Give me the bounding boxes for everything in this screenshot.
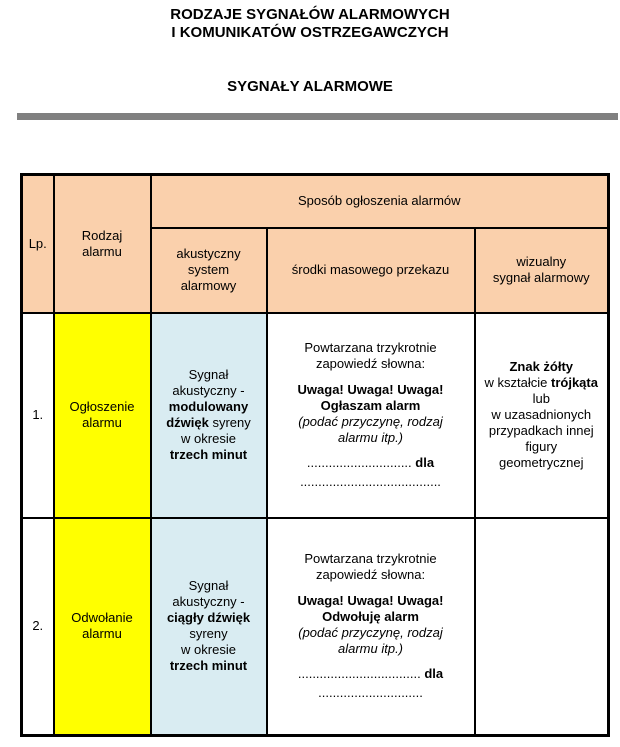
cell-przekaz-2 — [267, 518, 475, 736]
akustyczny-2-line6: trzech minut — [169, 658, 248, 674]
table-row-ogloszenie — [22, 313, 609, 518]
header-rodzaj-alarmu — [54, 175, 151, 313]
przekaz-1-uwaga: Uwaga! Uwaga! Uwaga! — [297, 382, 444, 397]
cell-rodzaj-1 — [54, 313, 151, 518]
przekaz-2-odwoluje: Odwołuję alarm — [322, 609, 419, 625]
rodzaj-2-line2: alarmu — [82, 626, 122, 642]
header-akustyczny-line2: system — [187, 262, 230, 277]
przekaz-1-oglaszam: Ogłaszam alarm — [320, 398, 421, 413]
akustyczny-1-line5: w okresie — [181, 431, 236, 446]
rodzaj-2-line1: Odwołanie — [71, 610, 133, 626]
rodzaj-1-line1: Ogłoszenie — [69, 399, 135, 414]
header-rodzaj-line1: Rodzaj — [81, 227, 123, 243]
table-row-odwolanie — [22, 518, 609, 736]
przekaz-1-intro1: Powtarzana trzykrotnie — [304, 340, 437, 355]
header-akustyczny-system — [151, 228, 267, 313]
przekaz-2-dots2: ............................. — [318, 685, 423, 701]
cell-wizualny-1 — [475, 313, 609, 518]
cell-rodzaj-2 — [54, 518, 151, 736]
wizualny-1-line5: przypadkach innej — [488, 423, 594, 438]
section-title: SYGNAŁY ALARMOWE — [227, 78, 393, 95]
wizualny-1-line6: figury — [525, 439, 558, 454]
title-line-1: RODZAJE SYGNAŁÓW ALARMOWYCH — [170, 6, 450, 23]
przekaz-1-podac2: alarmu itp.) — [337, 430, 404, 445]
przekaz-1-podac1: (podać przyczynę, rodzaj — [298, 414, 443, 429]
akustyczny-2-line1: Sygnał — [188, 578, 229, 594]
wizualny-1-line3: lub — [532, 391, 550, 406]
wizualny-1-line1: Znak żółty — [509, 359, 574, 374]
header-rodzaj-line2: alarmu — [82, 243, 122, 259]
akustyczny-1-line2: akustyczny - — [172, 383, 245, 398]
przekaz-2-uwaga: Uwaga! Uwaga! Uwaga! — [297, 593, 444, 609]
header-wizualny-line2: sygnał alarmowy — [492, 270, 590, 285]
przekaz-1-dots-dla: ............................. dla — [306, 455, 435, 470]
title-line-2: I KOMUNIKATÓW OSTRZEGAWCZYCH — [171, 24, 449, 41]
akustyczny-2-line4: syreny — [189, 626, 228, 642]
wizualny-1-line4: w uzasadnionych — [491, 407, 592, 422]
alarm-signals-table — [20, 173, 610, 737]
przekaz-2-podac1: (podać przyczynę, rodzaj — [298, 625, 443, 641]
przekaz-2-intro1: Powtarzana trzykrotnie — [304, 551, 437, 567]
akustyczny-2-line2: akustyczny - — [172, 594, 245, 610]
akustyczny-1-line3: modulowany — [168, 399, 249, 414]
document-title — [0, 0, 620, 42]
wizualny-1-line7: geometrycznej — [498, 455, 584, 470]
header-akustyczny-line1: akustyczny — [176, 246, 241, 261]
cell-akustyczny-2 — [151, 518, 267, 736]
divider-bar — [17, 113, 618, 120]
przekaz-2-podac2: alarmu itp.) — [337, 641, 404, 657]
akustyczny-2-line3: ciągły dźwięk — [166, 610, 251, 626]
przekaz-1-dots2: ....................................... — [300, 474, 441, 489]
akustyczny-1-line4: dźwięk syreny — [166, 415, 251, 430]
cell-akustyczny-1 — [151, 313, 267, 518]
header-lp: Lp. — [22, 175, 54, 313]
header-srodki-przekazu: środki masowego przekazu — [267, 228, 475, 313]
header-sposob-ogloszenia: Sposób ogłoszenia alarmów — [151, 175, 609, 228]
cell-przekaz-1 — [267, 313, 475, 518]
przekaz-2-dots-dla: .................................. dla — [297, 666, 444, 682]
akustyczny-1-line1: Sygnał — [188, 367, 229, 382]
header-row-top — [22, 175, 609, 228]
header-akustyczny-line3: alarmowy — [180, 278, 237, 293]
cell-wizualny-2 — [475, 518, 609, 736]
przekaz-2-intro2: zapowiedź słowna: — [315, 567, 426, 583]
akustyczny-2-line5: w okresie — [181, 642, 236, 658]
cell-lp-2: 2. — [22, 518, 54, 736]
header-wizualny-line1: wizualny — [516, 254, 567, 269]
rodzaj-1-line2: alarmu — [82, 415, 122, 430]
przekaz-1-intro2: zapowiedź słowna: — [315, 356, 426, 371]
wizualny-1-line2: w kształcie trójkąta — [484, 375, 598, 390]
cell-lp-1: 1. — [22, 313, 54, 518]
akustyczny-1-line6: trzech minut — [169, 447, 248, 462]
header-wizualny-sygnal — [475, 228, 609, 313]
